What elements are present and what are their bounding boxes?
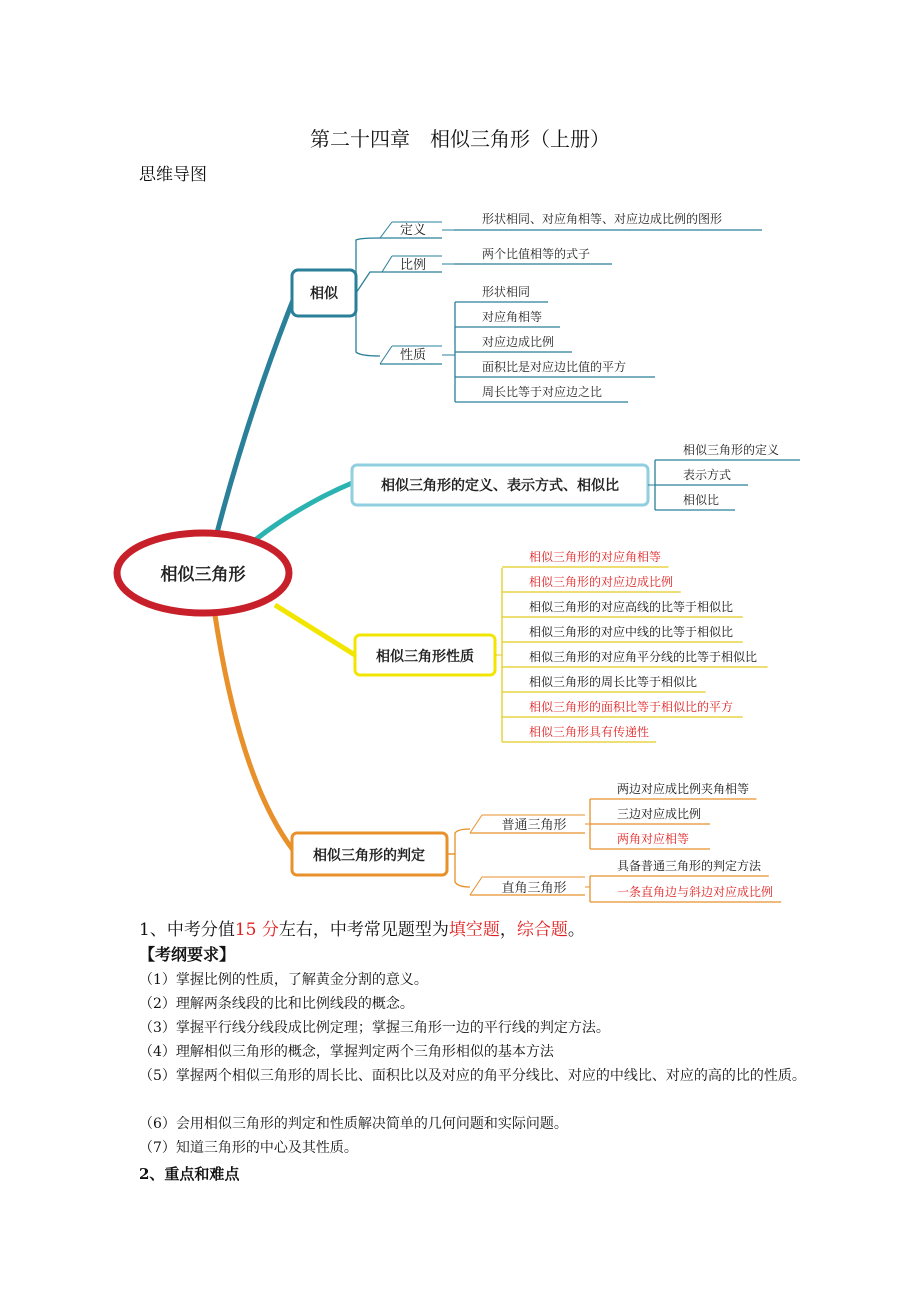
requirements-heading: 【考纲要求】: [139, 945, 236, 964]
normal-judgement-item: 两边对应成比例夹角相等: [617, 782, 750, 796]
property-item: 相似三角形的对应边成比例: [529, 575, 674, 589]
req-item: （7）知道三角形的中心及其性质。: [139, 1140, 358, 1156]
svg-text:对应角相等: 对应角相等: [482, 310, 543, 324]
svg-text:形状相同: 形状相同: [482, 285, 531, 299]
property-item: 相似三角形的对应高线的比等于相似比: [529, 600, 734, 614]
svg-text:表示方式: 表示方式: [683, 468, 732, 482]
right-judgement-list: [590, 858, 781, 902]
property-item: 相似三角形的对应中线的比等于相似比: [529, 625, 734, 639]
svg-text:相似比: 相似比: [683, 493, 720, 507]
mindmap-caption: 思维导图: [139, 165, 207, 185]
svg-text:相似三角形的定义: 相似三角形的定义: [683, 443, 780, 457]
normal-judgement-item: 三边对应成比例: [617, 807, 702, 821]
property-item: 相似三角形的对应角相等: [529, 550, 662, 564]
svg-text:相似三角形的定义、表示方式、相似比: 相似三角形的定义、表示方式、相似比: [381, 478, 619, 494]
svg-text:相似三角形的判定: 相似三角形的判定: [313, 848, 425, 864]
svg-text:相似三角形性质: 相似三角形性质: [376, 649, 474, 665]
property-item: 相似三角形具有传递性: [529, 725, 650, 739]
label-def: 定义: [399, 223, 427, 238]
req-item: （6）会用相似三角形的判定和性质解决简单的几何问题和实际问题。: [139, 1116, 568, 1132]
exam-score-line: 1、中考分值15 分左右，中考常见题型为填空题，综合题。: [139, 920, 585, 940]
svg-text:周长比等于对应边之比: 周长比等于对应边之比: [482, 385, 603, 399]
svg-text:形状相同、对应角相等、对应边成比例的图形: 形状相同、对应角相等、对应边成比例的图形: [482, 212, 723, 226]
property-item: 相似三角形的面积比等于相似比的平方: [529, 700, 734, 714]
center-label: 相似三角形: [160, 565, 246, 585]
right-judgement-item: 具备普通三角形的判定方法: [617, 859, 762, 873]
right-judgement-item: 一条直角边与斜边对应成比例: [617, 885, 774, 899]
label-ratio: 比例: [399, 258, 427, 273]
req-item: （3）掌握平行线分线段成比例定理；掌握三角形一边的平行线的判定方法。: [139, 1020, 610, 1036]
page-title: 第二十四章 相似三角形（上册）: [310, 127, 610, 151]
section-heading: 2、重点和难点: [139, 1165, 240, 1183]
label-prop: 性质: [399, 348, 427, 363]
property-list: [502, 549, 768, 742]
label-normal: 普通三角形: [501, 818, 567, 833]
req-item: （5）掌握两个相似三角形的周长比、面积比以及对应的角平分线比、对应的中线比、对应的高的比的性质。: [139, 1068, 806, 1084]
req-item: （4）理解相似三角形的概念，掌握判定两个三角形相似的基本方法: [139, 1044, 554, 1060]
normal-judgement-list: [590, 781, 756, 849]
property-item: 相似三角形的对应角平分线的比等于相似比: [529, 650, 758, 664]
svg-text:两个比值相等的式子: 两个比值相等的式子: [482, 247, 591, 261]
normal-judgement-item: 两角对应相等: [617, 832, 690, 846]
svg-text:相似: 相似: [310, 286, 338, 302]
svg-text:对应边成比例: 对应边成比例: [482, 335, 555, 349]
req-item: （1）掌握比例的性质，了解黄金分割的意义。: [139, 972, 428, 988]
svg-text:面积比是对应边比值的平方: 面积比是对应边比值的平方: [482, 360, 627, 374]
property-item: 相似三角形的周长比等于相似比: [529, 675, 698, 689]
req-item: （2）理解两条线段的比和比例线段的概念。: [139, 996, 414, 1012]
label-right: 直角三角形: [501, 881, 567, 896]
